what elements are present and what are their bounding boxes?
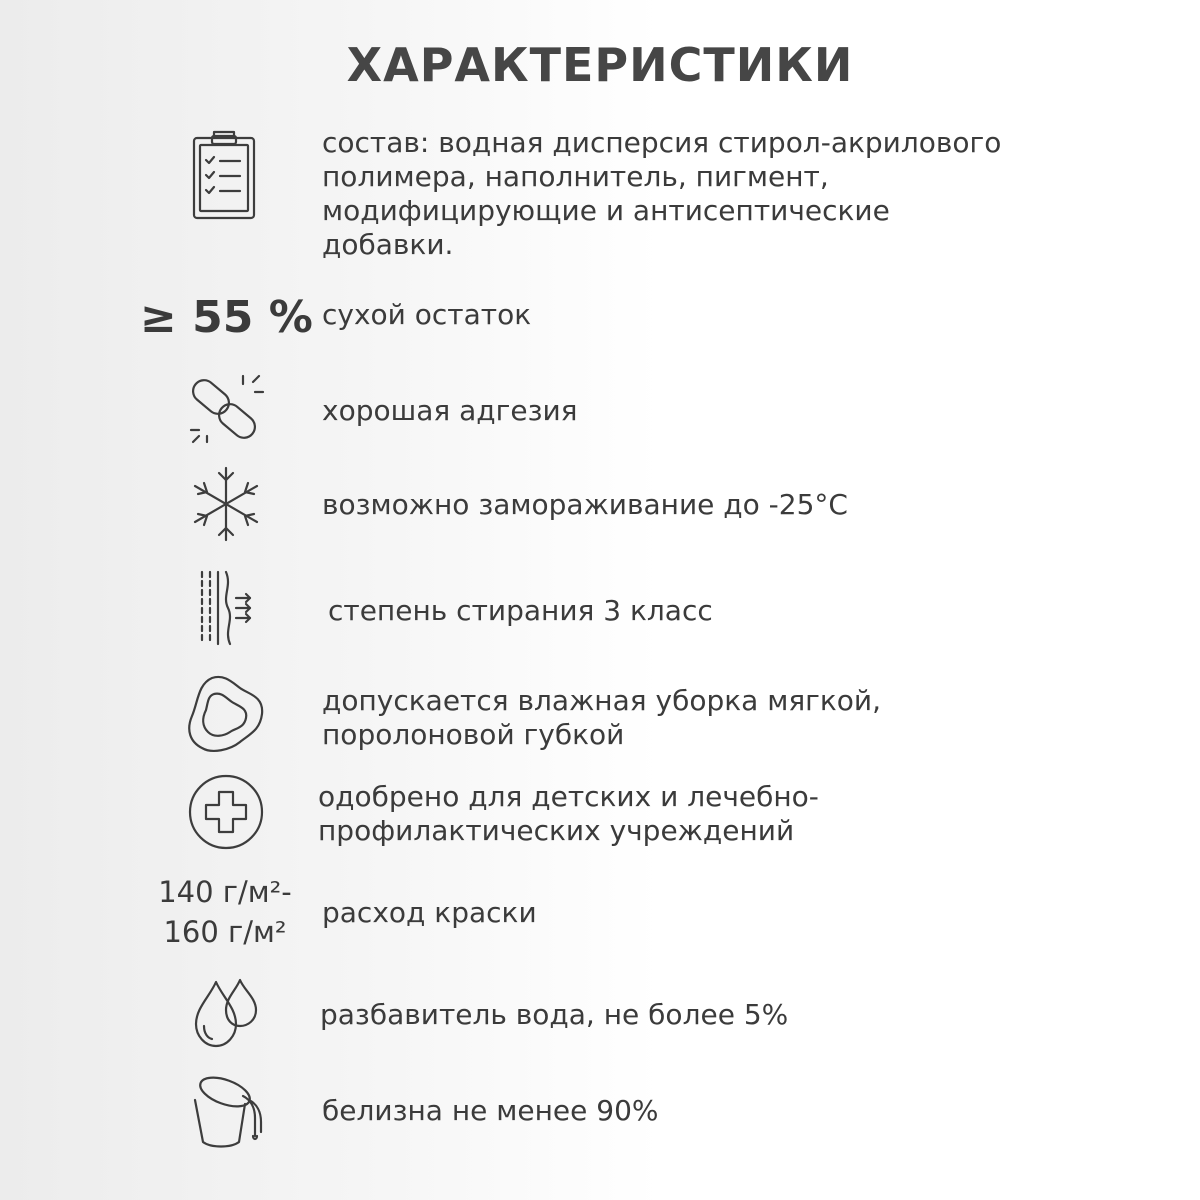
medical-cross-icon: [150, 772, 302, 852]
water-drops-icon: [150, 976, 302, 1052]
snowflake-icon: [150, 464, 302, 544]
paint-can-pouring-icon: [150, 1070, 302, 1150]
feature-value: ≥ 55 %: [140, 292, 313, 343]
feature-text: возможно замораживание до -25°C: [322, 488, 848, 521]
feature-text: разбавитель вода, не более 5%: [320, 998, 789, 1031]
feature-text: хорошая адгезия: [322, 394, 578, 427]
feature-text: степень стирания 3 класс: [328, 594, 713, 627]
surface-abrasion-icon: [150, 568, 302, 648]
feature-text: одобрено для детских и лечебно- профилактических учреждений: [318, 780, 819, 847]
feature-value: 140 г/м²- 160 г/м²: [158, 875, 292, 949]
feature-text: допускается влажная уборка мягкой, поролоновой губкой: [322, 684, 882, 751]
feature-text: расход краски: [322, 896, 537, 929]
feature-text: сухой остаток: [322, 298, 532, 331]
linked-chain-icon: [150, 372, 302, 448]
page-title: ХАРАКТЕРИСТИКИ: [346, 38, 854, 92]
feature-text: состав: водная дисперсия стирол-акрилового полимера, наполнитель, пигмент, модифицирующие и антисептические добавки.: [322, 126, 1002, 261]
sponge-icon: [150, 670, 302, 758]
feature-text: белизна не менее 90%: [322, 1094, 659, 1127]
clipboard-checklist-icon: [150, 126, 302, 226]
